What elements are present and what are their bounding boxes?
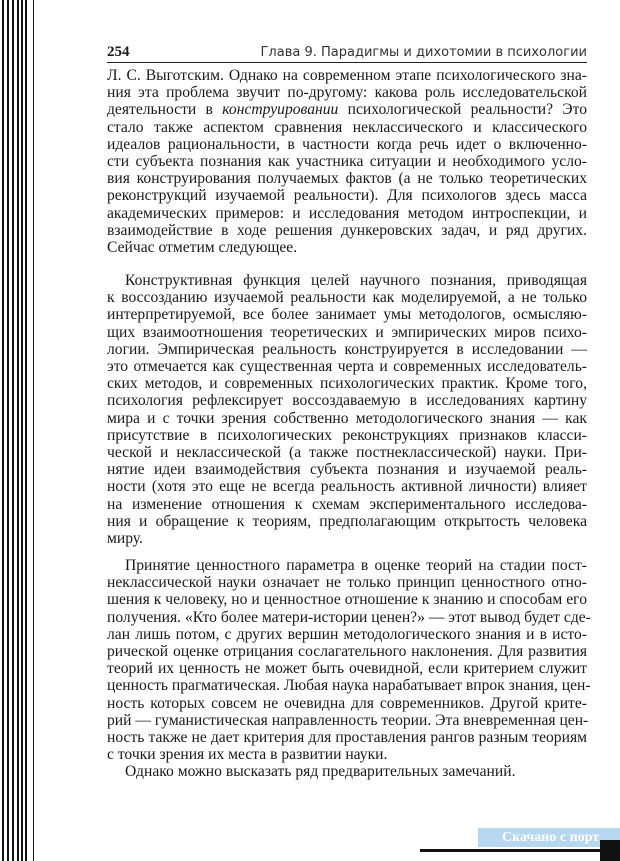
text-line: ценность прагматическая. Любая наука нарабатывает впрок знания, цен-	[107, 677, 591, 695]
text-line: ния эта проблема звучит по-другому: какова роль исследовательской	[107, 84, 587, 102]
text-line: получения. «Кто более матери-истории ценен?» — этот вывод будет сде-	[107, 608, 591, 626]
text-line: Л. С. Выготским. Однако на современном этапе психологического зна-	[107, 67, 587, 84]
page-corner-shadow	[600, 840, 620, 861]
text-line: Конструктивная функция целей научного познания, приводящая	[125, 272, 587, 289]
text-line: сти субъекта познания как участника ситуации и необходимого усло-	[107, 153, 587, 171]
text-line: теорий их ценность не может быть очевидной, если критерием служит	[107, 660, 587, 678]
text-line: миру.	[107, 530, 143, 548]
paragraph-3	[107, 557, 591, 764]
text-line: академических примеров: и исследования методом интроспекции, и	[107, 204, 587, 222]
text-line: Сейчас отметим следующее.	[107, 239, 298, 257]
text-line	[107, 101, 587, 118]
page-number: 254	[107, 44, 130, 60]
text-line: интерпретируемой, все более занимает умы методологов, осмысляю-	[107, 306, 587, 324]
page-edge-line	[2, 0, 4, 861]
text-fragment: деятельности в	[107, 101, 213, 119]
text-line: Однако можно высказать ряд предварительных замечаний.	[125, 763, 516, 780]
text-line: нятие идеи взаимодействия субъекта познания и изучаемой реаль-	[107, 461, 587, 479]
text-line: ности (хотя это еще не всегда реальность активной личности) влияет	[107, 478, 587, 496]
text-line: это отмечается как существенная черта и современных исследователь-	[107, 358, 587, 376]
text-line: взаимодействие в ходе решения дункеровских задач, и ряд других.	[107, 221, 587, 239]
text-line: рий — гуманистическая направленность теории. Эта вневременная цен-	[107, 711, 589, 729]
watermark-banner: Скачано с порт	[478, 828, 620, 847]
page-edge-line	[7, 0, 9, 861]
text-line: с точки зрения их места в развитии науки.	[107, 746, 388, 764]
page-edge-line	[17, 0, 19, 861]
text-line: ских методов, и современных психологических практик. Кроме того,	[107, 375, 587, 393]
page-bottom-edge	[420, 849, 620, 852]
text-line: на изменение отношения к схемам экспериментального исследова-	[107, 495, 587, 513]
text-line: лан лишь потом, с других вершин методологического знания и в исто-	[107, 625, 587, 643]
text-line: идеалов рациональности, в частности когда речь идет о включенно-	[107, 135, 587, 153]
paragraph-1	[107, 67, 587, 256]
page-header	[107, 44, 587, 63]
paragraph-2	[107, 272, 587, 547]
text-line: стало также аспектом сравнения неклассического и классического	[107, 118, 587, 136]
text-fragment: психологической реальности? Это	[347, 101, 588, 119]
text-line: мира и с точки зрения собственно методологического знания — как	[107, 409, 587, 427]
text-line: ность также не дает критерия для проставления рангов разным теориям	[107, 729, 587, 747]
text-line: щих взаимоотношения теоретических и эмпирических миров психо-	[107, 323, 587, 341]
paragraph-4	[107, 763, 587, 780]
text-line: к воссозданию изучаемой реальности как моделируемой, а не только	[107, 289, 587, 307]
text-line: ческой и неклассической (а также постнеклассической) науки. При-	[107, 444, 587, 462]
page-edge-line	[33, 0, 34, 861]
text-line: рической оценке отрицания сослагательного наклонения. Для развития	[107, 643, 587, 661]
text-line: реконструкций изучаемой реальности). Для психологов здесь масса	[107, 187, 587, 205]
page-edge-line	[21, 0, 23, 861]
text-line: вия конструирования получаемых фактов (а не только теоретических	[107, 170, 587, 188]
text-line: присутствие в психологических реконструкциях признаков класси-	[107, 426, 587, 444]
text-line: ность которых совсем не очевидна для современников. Другой крите-	[107, 694, 587, 712]
page-edge-line	[12, 0, 14, 861]
page-edge-line	[25, 0, 27, 861]
text-line: шения к человеку, но и ценностное отношение к знанию и способам его	[107, 591, 587, 609]
text-line: психология рефлексирует воссоздаваемую в исследованиях картину	[107, 392, 587, 410]
running-title: Глава 9. Парадигмы и дихотомии в психологии	[260, 45, 587, 60]
text-line: неклассической науки означает не только принцип ценностного отно-	[107, 574, 587, 592]
text-line: логии. Эмпирическая реальность конструируется в исследовании —	[107, 340, 587, 358]
emphasis: конструировании	[222, 101, 339, 119]
text-line: ния и обращение к теориям, предполагающим открытость человека	[107, 512, 587, 530]
text-line: Принятие ценностного параметра в оценке теорий на стадии пост-	[125, 557, 587, 574]
